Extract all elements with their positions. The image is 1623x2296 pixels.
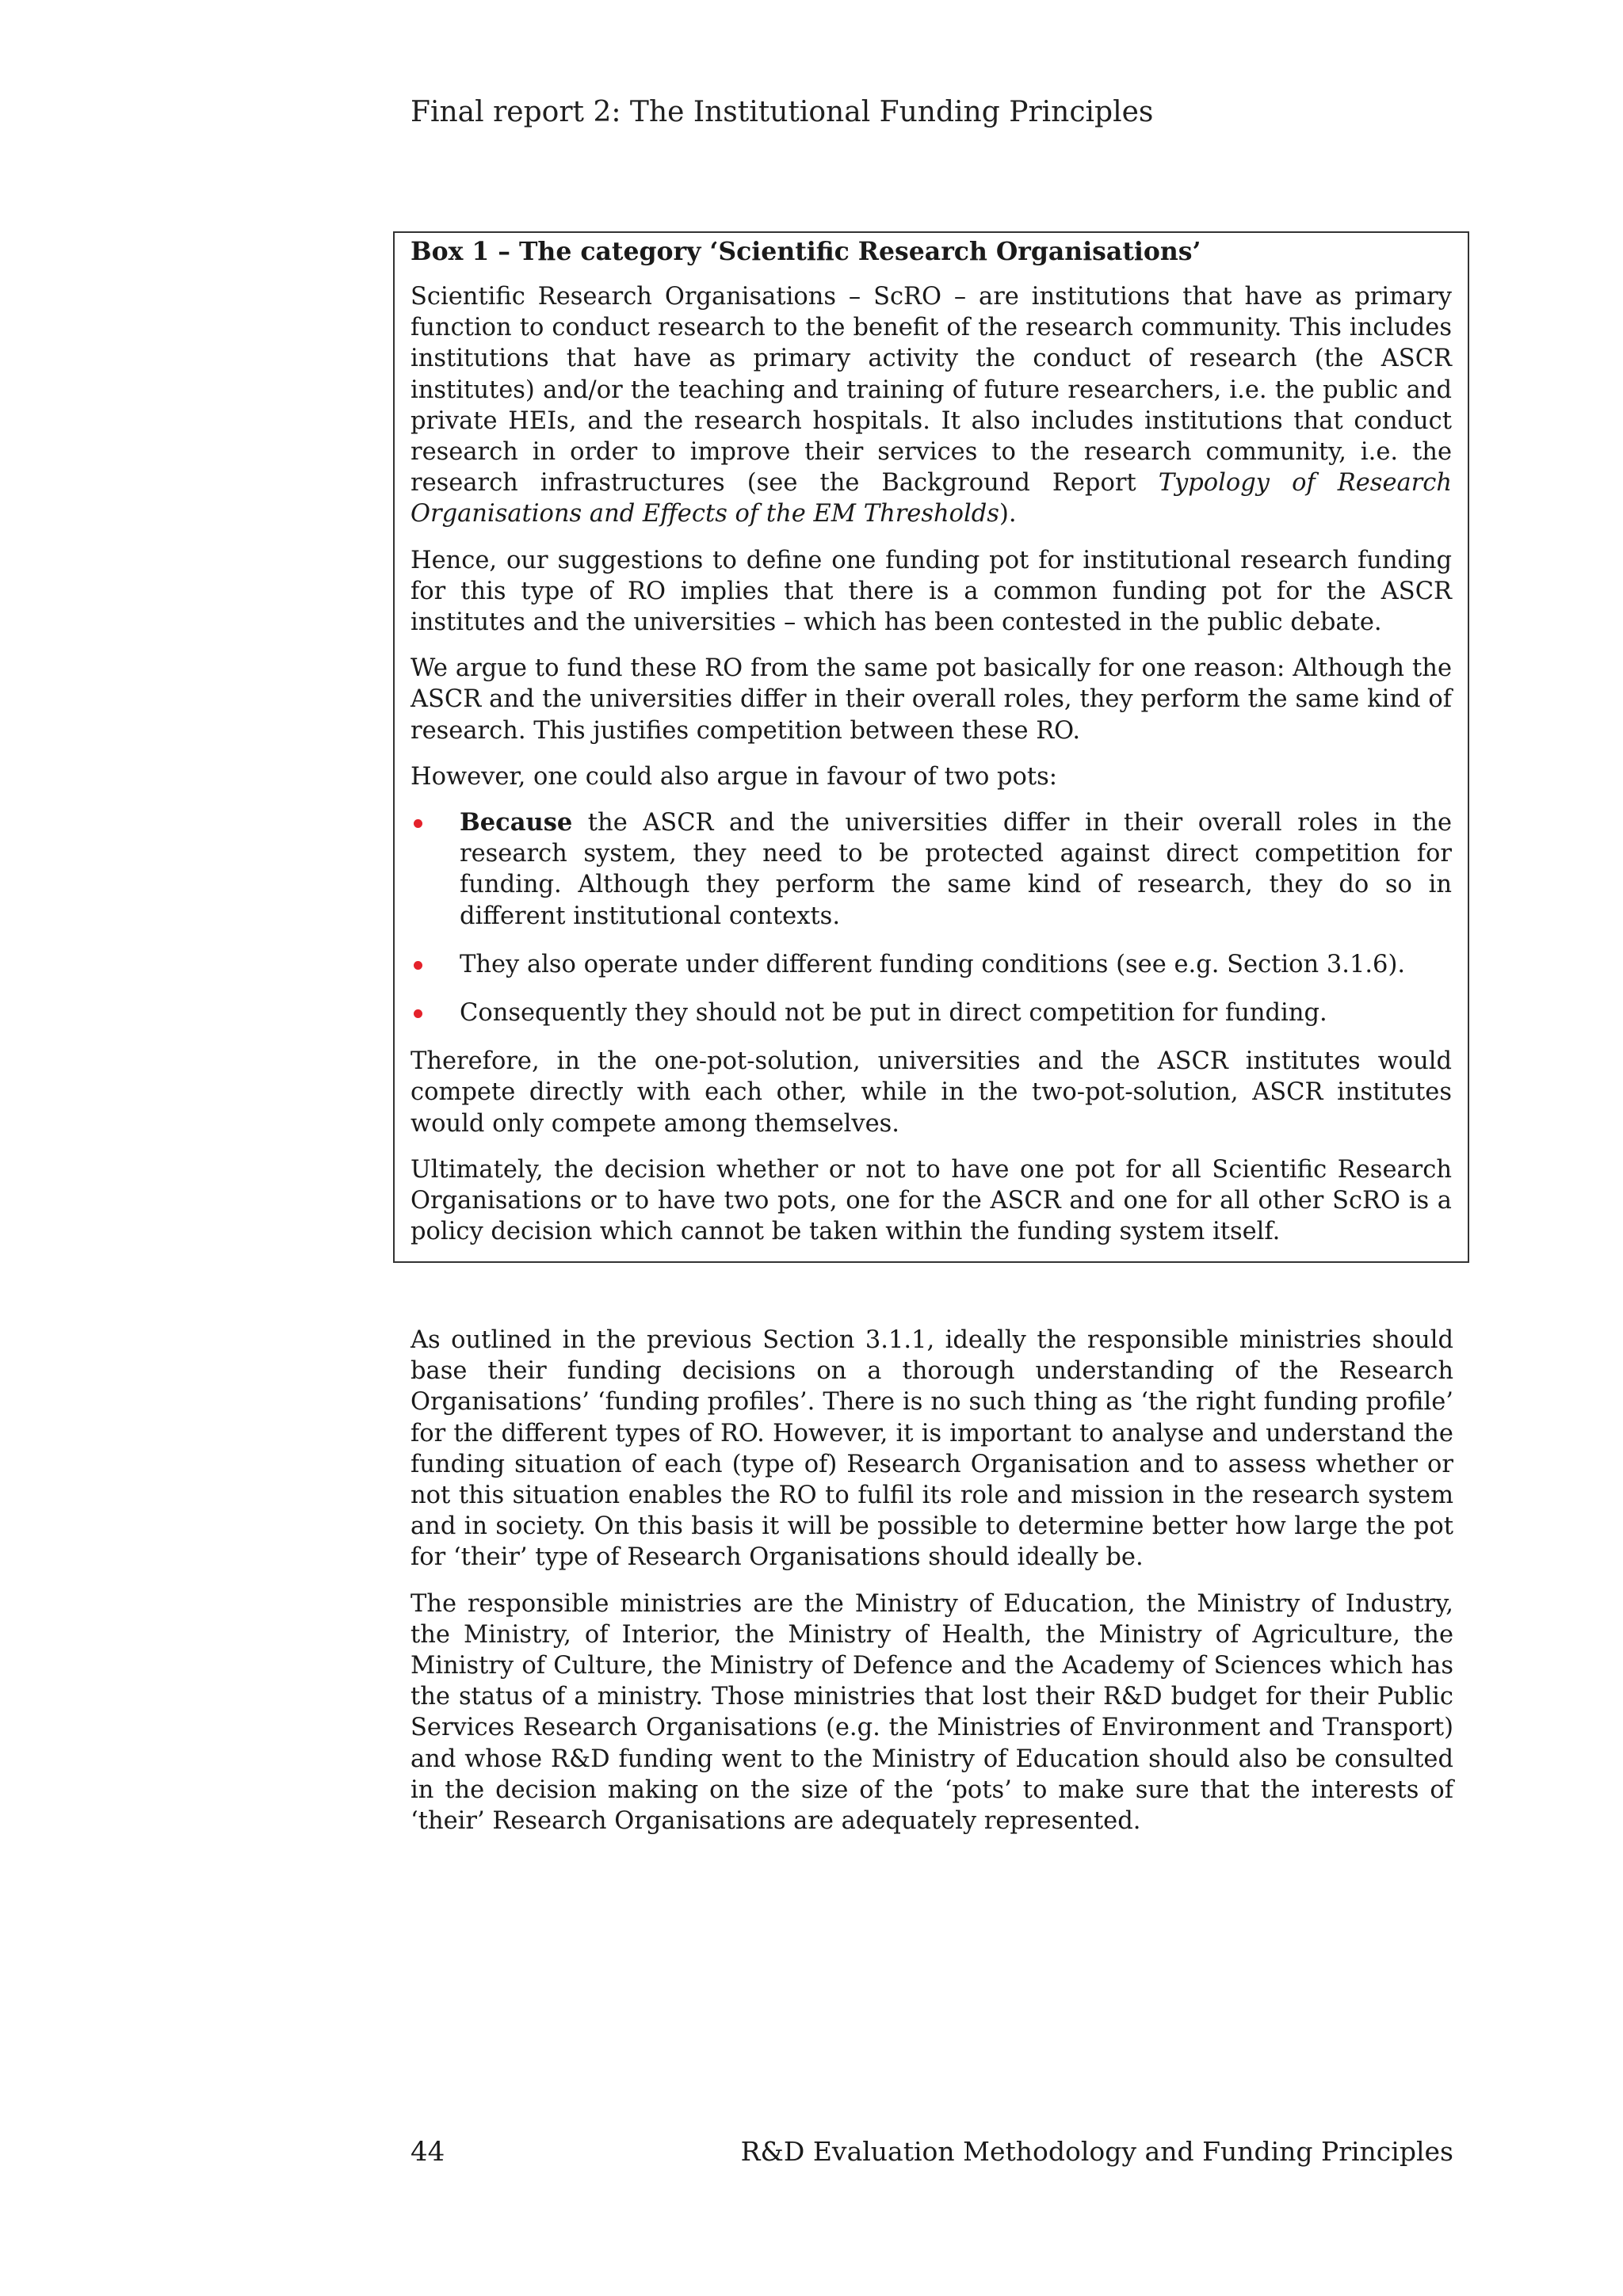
page-number: 44 xyxy=(411,2136,445,2168)
bullet-text: They also operate under different funding conditions (see e.g. Section 3.1.6). xyxy=(460,950,1406,978)
box-paragraph-text: ). xyxy=(999,500,1017,528)
body-paragraph: The responsible ministries are the Ministry of Education, the Ministry of Industry, the Ministry, of Interior, the Ministry of Health, the Ministry of Agriculture, the Ministry of Culture, the Ministry of Defence and the Academy of Sciences which has the status of a ministry. Those ministries that lost their R&D budget for their Public Services Research Organisations (e.g. the Ministries of Environment and Transport) and whose R&D funding went to the Ministry of Education should also be consulted in the decision making on the size of the ‘pots’ to make sure that the interests of ‘their’ Research Organisations are adequately represented. xyxy=(411,1589,1453,1836)
box-paragraph-text: Scientific Research Organisations – ScRO – are institutions that have as primary function to conduct research to the benefit of the research community. This includes institutions that have as primary activity the conduct of research (the ASCR institutes) and/or the teaching and training of future researchers, i.e. the public and private HEIs, and the research hospitals. It also includes institutions that conduct research in order to improve their services to the research community, i.e. the research infrastructures (see the Background Report xyxy=(411,283,1452,498)
bullet-list xyxy=(411,807,1452,1028)
bullet-icon xyxy=(414,1009,422,1018)
box-paragraph: However, one could also argue in favour of two pots: xyxy=(411,762,1058,791)
box-paragraph: We argue to fund these RO from the same pot basically for one reason: Although the ASCR and the universities differ in their overall roles, they perform the same kind of research. This justifies competition between these RO. xyxy=(411,654,1452,745)
box-paragraph: Therefore, in the one-pot-solution, universities and the ASCR institutes would compete directly with each other, while in the two-pot-solution, ASCR institutes would only compete among themselves. xyxy=(411,1047,1452,1138)
box-paragraph: Ultimately, the decision whether or not to have one pot for all Scientific Research Organisations or to have two pots, one for the ASCR and one for all other ScRO is a policy decision which cannot be taken within the funding system itself. xyxy=(411,1155,1452,1246)
bullet-item xyxy=(411,997,1452,1028)
bullet-item xyxy=(411,807,1452,932)
box-paragraph: Hence, our suggestions to define one funding pot for institutional research funding for this type of RO implies that there is a common funding pot for the ASCR institutes and the universities – which has been contested in the public debate. xyxy=(411,546,1452,637)
body-paragraph: As outlined in the previous Section 3.1.1, ideally the responsible ministries should base their funding decisions on a thorough understanding of the Research Organisations’ ‘funding profiles’. There is no such thing as ‘the right funding profile’ for the different types of RO. However, it is important to analyse and understand the funding situation of each (type of) Research Organisation and to assess whether or not this situation enables the RO to fulfil its role and mission in the research system and in society. On this basis it will be possible to determine better how large the pot for ‘their’ type of Research Organisations should ideally be. xyxy=(411,1326,1453,1572)
box-title: Box 1 – The category ‘Scientific Research Organisations’ xyxy=(411,237,1201,266)
text-box xyxy=(393,231,1469,1263)
report-title-italic: Typology of Research Organisations and Effects of the EM Thresholds xyxy=(411,469,1452,528)
bullet-text: the ASCR and the universities differ in their overall roles in the research system, they need to be protected against direct competition for funding. Although they perform the same kind of research, they do so in different institutional contexts. xyxy=(460,809,1452,930)
footer-title: R&D Evaluation Methodology and Funding Principles xyxy=(740,2136,1453,2167)
bullet-item xyxy=(411,949,1452,980)
bullet-text: Consequently they should not be put in direct competition for funding. xyxy=(460,999,1327,1028)
bullet-strong-text: Because xyxy=(460,808,573,837)
box-paragraph xyxy=(411,281,1452,530)
body-text xyxy=(411,1325,1453,1852)
bullet-icon xyxy=(414,819,422,828)
bullet-icon xyxy=(414,961,422,970)
running-header: Final report 2: The Institutional Funding Principles xyxy=(411,96,1154,128)
